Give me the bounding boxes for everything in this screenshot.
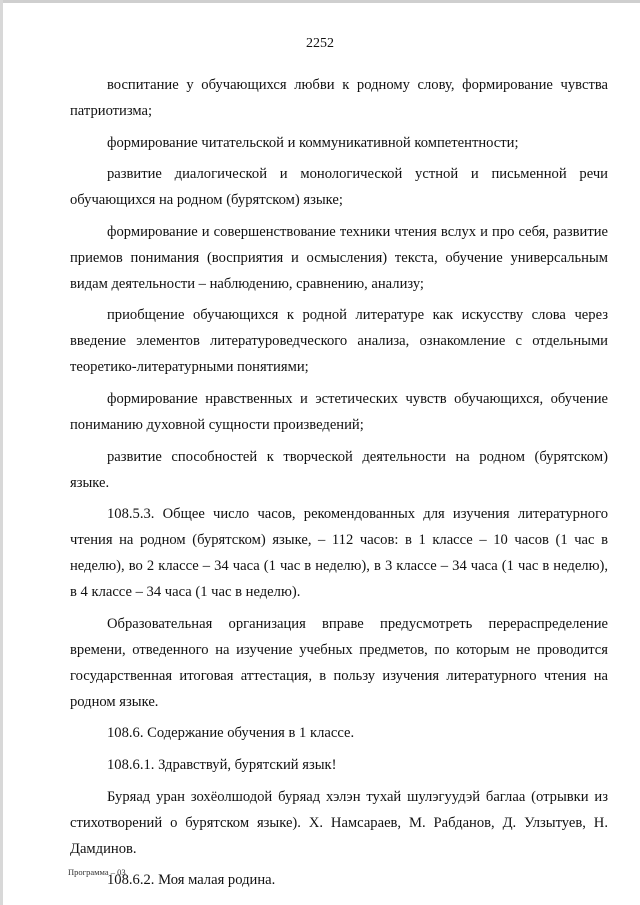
- section-heading: 108.6.2. Моя малая родина.: [107, 872, 276, 889]
- page-edge-top: [0, 0, 640, 3]
- paragraph: формирование и совершенствование техники чтения вслух и про себя, развитие приемов понимания (восприятия и осмысления) текста, обучение универсальным видам деятельности – наблюдению, сравнению, анализу;: [70, 223, 608, 292]
- page-edge-left: [0, 0, 3, 905]
- paragraph: развитие диалогической и монологической устной и письменной речи обучающихся на родном (бурятском) языке;: [70, 166, 608, 209]
- paragraph: формирование нравственных и эстетических чувств обучающихся, обучение пониманию духовной сущности произведений;: [70, 390, 608, 433]
- paragraph: формирование читательской и коммуникативной компетентности;: [107, 134, 519, 151]
- paragraph: развитие способностей к творческой деятельности на родном (бурятском) языке.: [70, 448, 608, 491]
- page-number: 2252: [306, 36, 334, 51]
- paragraph: Буряад уран зохёолшодой буряад хэлэн тухай шулэгуудэй баглаа (отрывки из стихотворений о бурятском языке). Х. Намсараев, М. Рабданов, Д. Улзытуев, Н. Дамдинов.: [70, 788, 608, 857]
- section-heading: 108.6.1. Здравствуй, бурятский язык!: [107, 756, 337, 773]
- page-footer: Программа – 03: [68, 867, 126, 877]
- section-heading: 108.6. Содержание обучения в 1 классе.: [107, 725, 355, 742]
- paragraph: воспитание у обучающихся любви к родному слову, формирование чувства патриотизма;: [70, 77, 608, 119]
- document-body: [70, 72, 608, 899]
- paragraph: 108.5.3. Общее число часов, рекомендованных для изучения литературного чтения на родном (бурятском) языке, – 112 часов: в 1 классе – 10 часов (1 час в неделю), во 2 классе – 34 часа (1 час в неделю), в 3 классе – 34 часа (1 час в неделю), в 4 классе – 34 часа (1 час в неделю).: [70, 506, 608, 601]
- paragraph: приобщение обучающихся к родной литературе как искусству слова через введение элементов литературоведческого анализа, ознакомление с отдельными теоретико-литературными понятиями;: [70, 307, 608, 376]
- paragraph: Образовательная организация вправе предусмотреть перераспределение времени, отведенного на изучение учебных предметов, по которым не проводится государственная итоговая аттестация, в пользу изучения литературного чтения на родном языке.: [70, 615, 608, 710]
